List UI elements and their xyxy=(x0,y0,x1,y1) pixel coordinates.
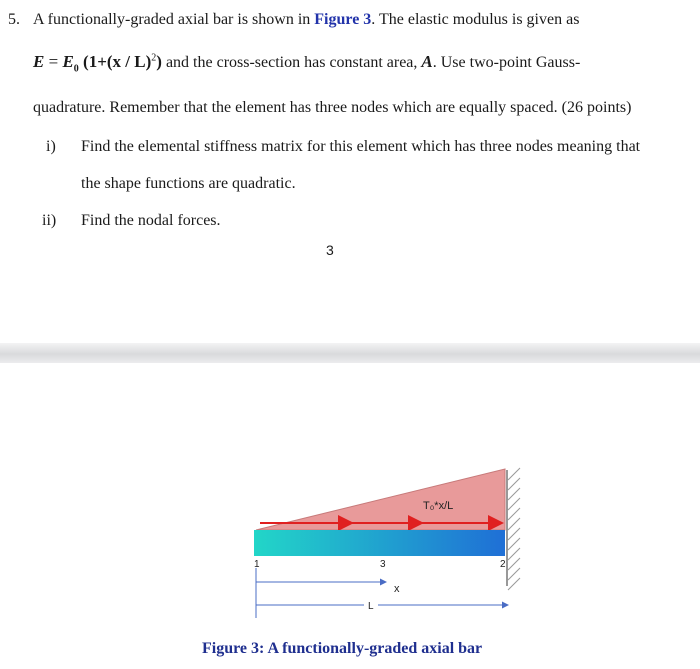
eq-A: A xyxy=(421,52,433,71)
part-i-label: i) xyxy=(46,138,56,155)
x-label: x xyxy=(394,583,400,595)
axial-bar xyxy=(254,530,505,556)
part-i-text: Find the elemental stiffness matrix for this element which has three nodes meaning that xyxy=(81,138,641,155)
eq-tail-2: . Use two-point Gauss- xyxy=(432,54,581,71)
eq-tail: and the cross-section has constant area, xyxy=(161,54,422,71)
eq-equals: = xyxy=(44,52,63,71)
eq-E0-sub: 0 xyxy=(73,63,79,75)
eq-body: (1+(x / L) xyxy=(78,52,152,71)
eq-E0: E xyxy=(62,52,74,71)
distributed-load xyxy=(256,469,505,530)
L-label: L xyxy=(368,601,374,612)
part-ii-text: Find the nodal forces. xyxy=(81,212,221,229)
page-number: 3 xyxy=(326,242,334,258)
intro-text: A functionally-graded axial bar is shown in xyxy=(33,11,315,28)
node-2-label: 2 xyxy=(500,559,506,570)
eq-E: E xyxy=(33,52,45,71)
figure-ref-link[interactable]: Figure 3 xyxy=(314,11,372,28)
load-label: T₀*x/L xyxy=(423,500,454,512)
wall-hatch xyxy=(508,468,520,590)
intro-text-2: . The elastic modulus is given as xyxy=(371,11,580,28)
part-i-text2: the shape functions are quadratic. xyxy=(81,175,296,192)
problem-line3: quadrature. Remember that the element has three nodes which are equally spaced. (26 points) xyxy=(33,99,632,116)
part-ii-label: ii) xyxy=(42,212,57,229)
figure-caption: Figure 3: A functionally-graded axial bar xyxy=(202,640,483,657)
node-3-label: 3 xyxy=(380,559,386,570)
eq-close: ) xyxy=(156,52,162,71)
eq-sup: 2 xyxy=(151,52,157,64)
node-1-label: 1 xyxy=(254,559,260,570)
problem-number: 5. xyxy=(8,11,20,28)
